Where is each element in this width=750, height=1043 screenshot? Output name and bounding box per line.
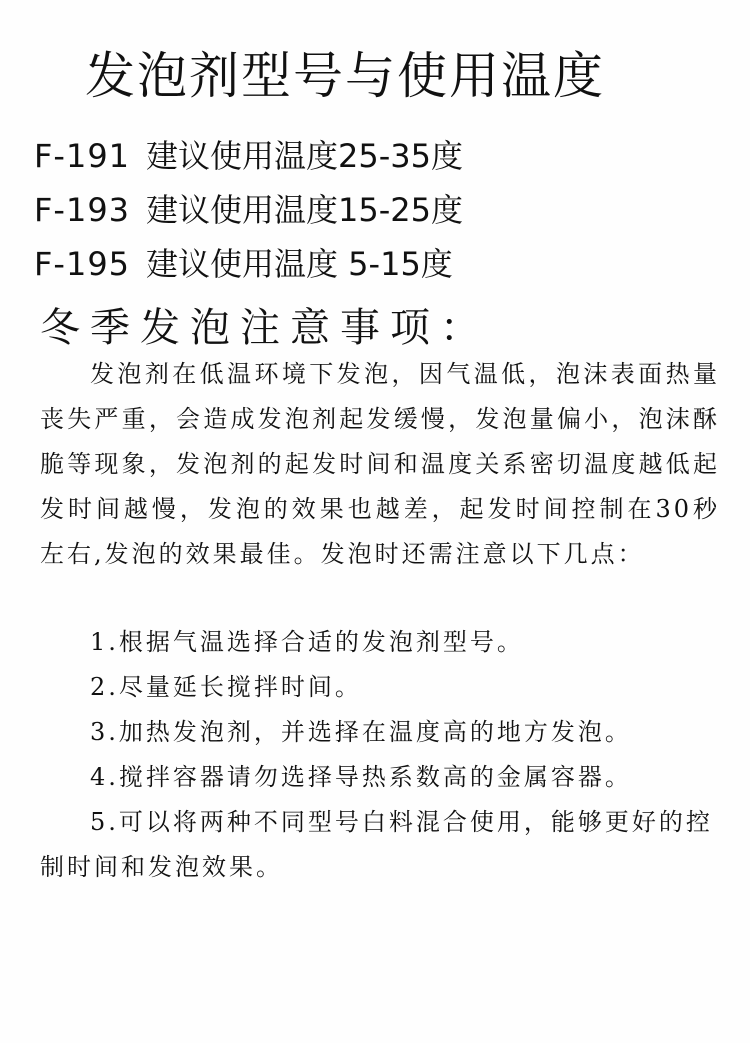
model-code: F-195 xyxy=(34,245,131,283)
model-row xyxy=(34,135,734,189)
model-temperature: 建议使用温度25-35度 xyxy=(146,137,463,175)
tip-item: 1.根据气温选择合适的发泡剂型号。 xyxy=(90,628,524,656)
model-row xyxy=(34,189,734,243)
winter-paragraph: 发泡剂在低温环境下发泡，因气温低，泡沫表面热量丧失严重，会造成发泡剂起发缓慢，发泡量偏小，泡沫酥脆等现象，发泡剂的起发时间和温度关系密切温度越低起发时间越慢，发泡的效果也越差，起发时间控制在30秒左右,发泡的效果最佳。发泡时还需注意以下几点： xyxy=(40,360,720,568)
model-temperature: 建议使用温度15-25度 xyxy=(146,191,463,229)
tips-list xyxy=(40,620,720,890)
model-code: F-193 xyxy=(34,191,131,229)
model-temperature-list xyxy=(34,135,734,297)
model-temperature: 建议使用温度 5-15度 xyxy=(146,245,453,283)
tip-item: 4.搅拌容器请勿选择导热系数高的金属容器。 xyxy=(90,763,632,791)
tip-item: 3.加热发泡剂，并选择在温度高的地方发泡。 xyxy=(90,718,632,746)
tip-item: 5.可以将两种不同型号白料混合使用，能够更好的控制时间和发泡效果。 xyxy=(40,808,713,881)
winter-heading: 冬季发泡注意事项： xyxy=(40,305,490,351)
model-row xyxy=(34,243,734,297)
page-title: 发泡剂型号与使用温度 xyxy=(85,47,605,105)
model-code: F-191 xyxy=(34,137,131,175)
tip-item: 2.尽量延长搅拌时间。 xyxy=(90,673,362,701)
